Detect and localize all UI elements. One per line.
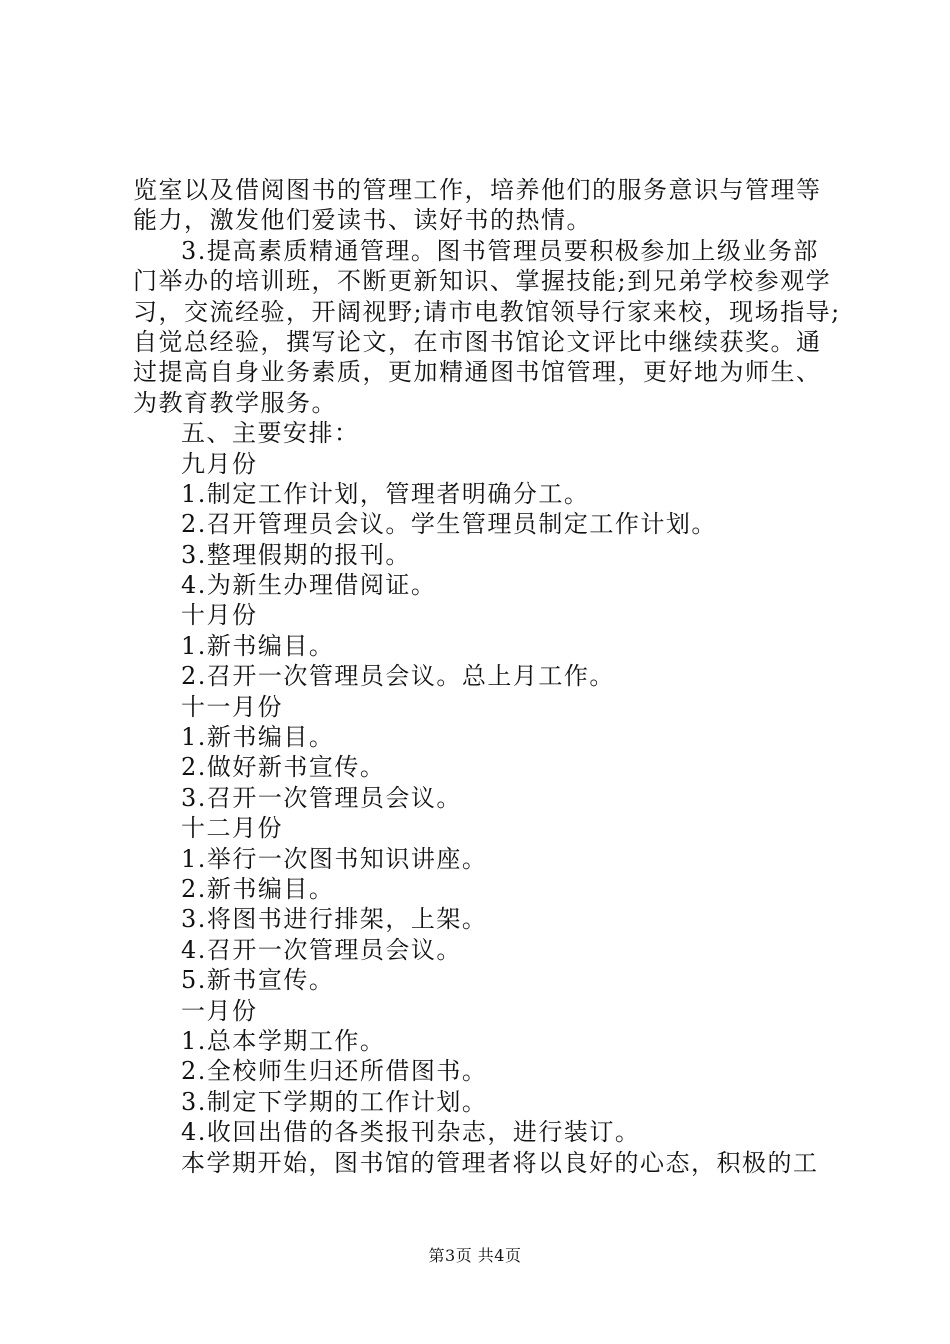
text-line: 十一月份 (181, 692, 283, 721)
text-line: 3.制定下学期的工作计划。 (181, 1087, 488, 1116)
text-line: 览室以及借阅图书的管理工作，培养他们的服务意识与管理等 (133, 176, 822, 204)
text-line: 2.全校师生归还所借图书。 (181, 1057, 488, 1086)
text-line: 2.召开管理员会议。学生管理员制定工作计划。 (181, 510, 717, 539)
text-line: 十二月份 (181, 814, 283, 843)
text-line: 3.将图书进行排架，上架。 (181, 905, 488, 934)
text-line: 1.举行一次图书知识讲座。 (181, 844, 488, 873)
text-line: 能力，激发他们爱读书、读好书的热情。 (133, 206, 592, 235)
text-line: 自觉总经验，撰写论文，在市图书馆论文评比中继续获奖。通 (133, 327, 822, 356)
text-line: 4.召开一次管理员会议。 (181, 935, 462, 964)
text-line: 五、主要安排： (181, 419, 360, 448)
text-line: 十月份 (181, 601, 258, 630)
text-line: 一月份 (181, 996, 258, 1025)
text-line: 3.提高素质精通管理。图书管理员要积极参加上级业务部 (181, 236, 819, 265)
text-line: 4.为新生办理借阅证。 (181, 571, 437, 600)
text-line: 5.新书宣传。 (181, 966, 335, 995)
text-line: 2.新书编目。 (181, 874, 335, 903)
text-line: 1.制定工作计划，管理者明确分工。 (181, 479, 590, 508)
text-line: 为教育教学服务。 (133, 388, 337, 417)
text-line: 1.新书编目。 (181, 723, 335, 752)
text-line: 本学期开始，图书馆的管理者将以良好的心态，积极的工 (181, 1148, 819, 1177)
text-line: 九月份 (181, 449, 258, 478)
text-line: 3.整理假期的报刊。 (181, 540, 411, 569)
document-body (133, 175, 841, 1178)
text-line: 过提高自身业务素质，更加精通图书馆管理，更好地为师生、 (133, 358, 822, 387)
text-line: 3.召开一次管理员会议。 (181, 783, 462, 812)
text-line: 4.收回出借的各类报刊杂志，进行装订。 (181, 1118, 641, 1147)
text-line: 1.总本学期工作。 (181, 1026, 386, 1055)
text-line: 习，交流经验，开阔视野;请市电教馆领导行家来校，现场指导; (133, 297, 841, 326)
text-line: 2.召开一次管理员会议。总上月工作。 (181, 662, 615, 691)
text-line: 门举办的培训班，不断更新知识、掌握技能;到兄弟学校参观学 (133, 267, 832, 296)
text-line: 1.新书编目。 (181, 631, 335, 660)
page-footer: 第3页 共4页 (428, 1246, 522, 1265)
text-line: 2.做好新书宣传。 (181, 753, 386, 782)
